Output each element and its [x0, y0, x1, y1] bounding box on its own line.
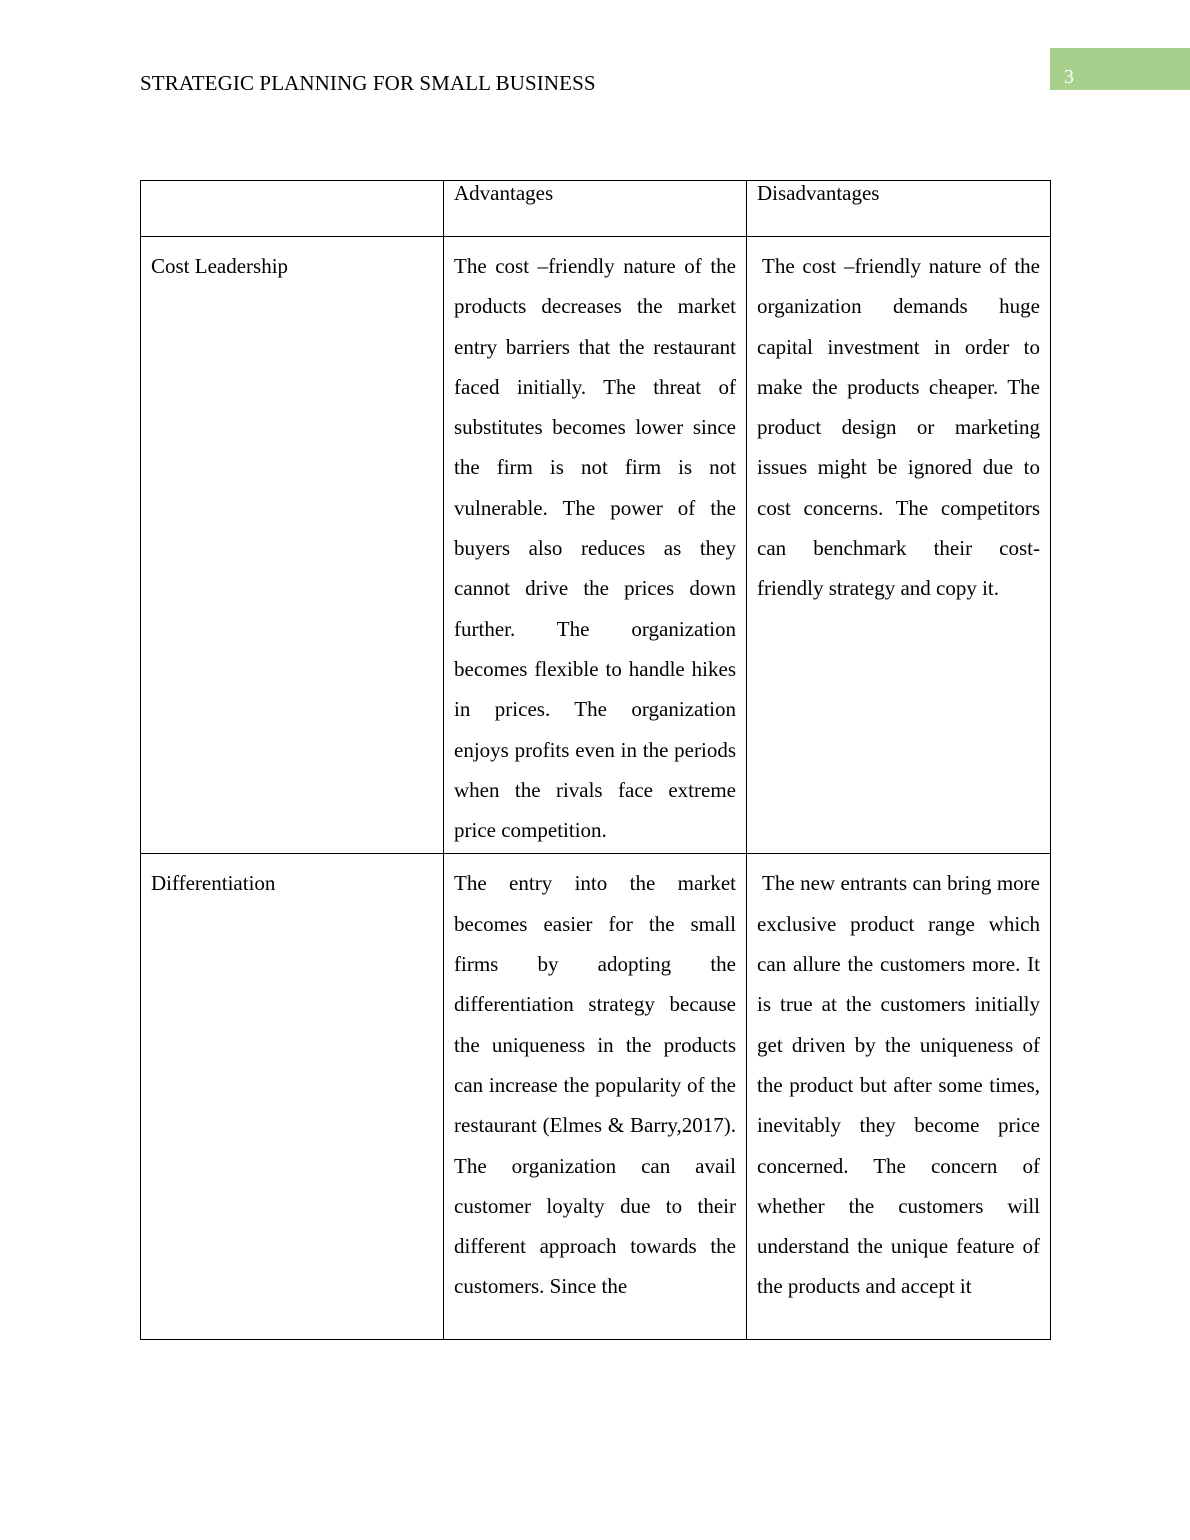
row-label-cost-leadership: Cost Leadership	[141, 237, 444, 854]
table-row-cost-leadership	[141, 237, 1051, 854]
differentiation-disadvantages-cell	[747, 854, 1051, 1340]
differentiation-disadvantages: The new entrants can bring more exclusive product range which can allure the customers more. It is true at the customers initially get driven by the uniqueness of the product but after some times, inevitably they become price concerned. The concern of whether the customers will understand the unique feature of the products and accept it	[757, 871, 1040, 1299]
table-header-row	[141, 181, 1051, 237]
strategy-comparison-table	[140, 180, 1051, 1340]
table-header-disadvantages: Disadvantages	[747, 181, 1051, 237]
differentiation-advantages: The entry into the market becomes easier for the small firms by adopting the differentiation strategy because the uniqueness in the products can increase the popularity of the restaurant (Elmes & Barry,2017). The organization can avail customer loyalty due to their different approach towards the customers. Since the	[454, 871, 736, 1299]
running-header-title: STRATEGIC PLANNING FOR SMALL BUSINESS	[140, 71, 596, 95]
cost-leadership-advantages: The cost –friendly nature of the products decreases the market entry barriers that the restaurant faced initially. The threat of substitutes becomes lower since the firm is not firm is not vulnerable. The power of the buyers also reduces as they cannot drive the prices down further. The organization becomes flexible to handle hikes in prices. The organization enjoys profits even in the periods when the rivals face extreme price competition.	[444, 237, 747, 854]
cost-leadership-disadvantages	[747, 237, 1051, 854]
page-number: 3	[1064, 66, 1074, 88]
differentiation-advantages-cell	[444, 854, 747, 1340]
page-number-badge	[1050, 48, 1190, 90]
differentiation-disadvantages-wrap	[757, 863, 1040, 1337]
row-label-differentiation: Differentiation	[141, 854, 444, 1340]
cost-leadership-disadvantages-text: The cost –friendly nature of the organization demands huge capital investment in order to make the products cheaper. The product design or marketing issues might be ignored due to cost concerns. The competitors can benchmark their cost-friendly strategy and copy it.	[757, 254, 1040, 601]
table-header-advantages: Advantages	[444, 181, 747, 237]
table-row-differentiation	[141, 854, 1051, 1340]
table-header-cell-empty	[141, 181, 444, 237]
